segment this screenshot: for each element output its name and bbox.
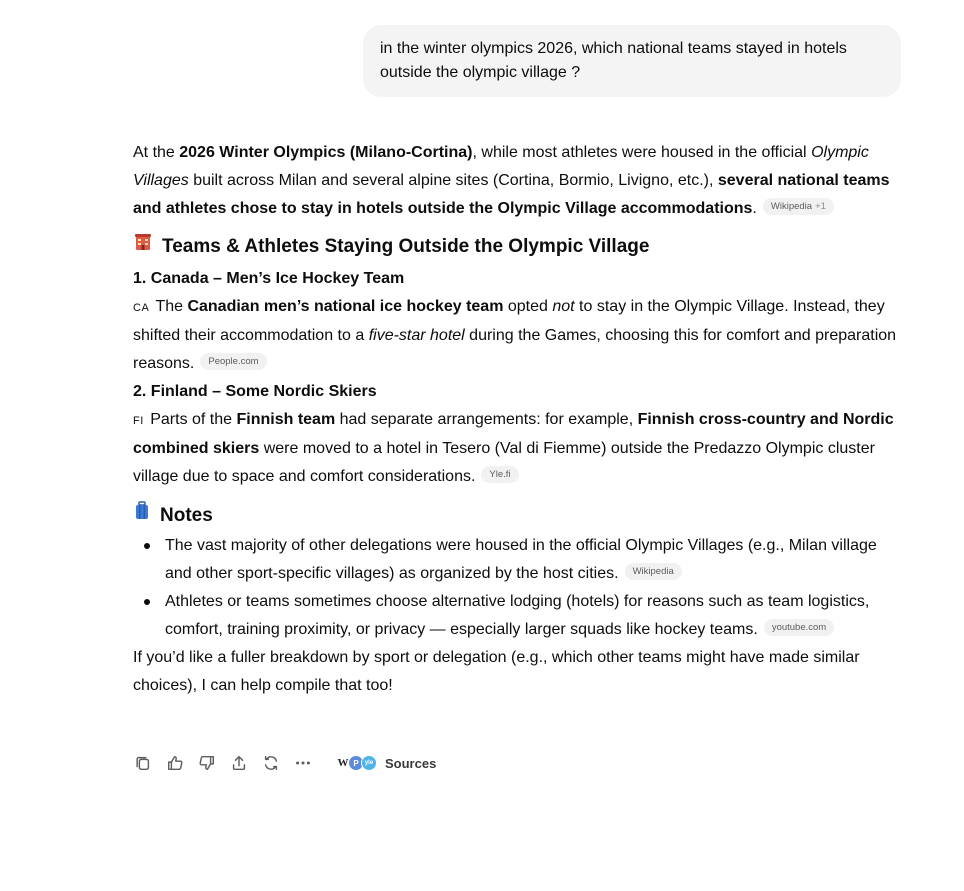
more-icon[interactable] [293,753,313,773]
citation-label: People.com [208,356,259,368]
canada-text: to stay in the Olympic Village. Instead, they shifted their accommodation to a [133,298,885,344]
copy-icon[interactable] [133,753,153,773]
finland-paragraph [133,406,905,491]
citation-chip-wikipedia[interactable] [625,563,682,580]
user-message-text: in the winter olympics 2026, which national teams stayed in hotels outside the olympic village ? [380,40,847,81]
citation-label: Yle.fi [489,469,511,481]
intro-paragraph [133,139,905,223]
finland-text: Parts of the [145,411,237,428]
list-item [165,532,905,588]
canada-italic: not [552,298,575,315]
sources-label: Sources [385,755,437,771]
canada-paragraph [133,293,905,378]
list-item [165,588,905,644]
people-favicon-icon: P [348,755,364,771]
assistant-response [133,139,905,700]
share-icon[interactable] [229,753,249,773]
citation-chip-yle[interactable] [481,466,518,483]
user-message-bubble [363,25,901,97]
intro-text: At the [133,144,180,161]
section-heading-text: Teams & Athletes Staying Outside the Olympic Village [162,235,650,257]
regenerate-icon[interactable] [261,753,281,773]
intro-bold-summary: several national teams and athletes chose to stay in hotels outside the Olympic Village accommodations [133,172,890,217]
canada-text: opted [503,298,553,315]
subheading-finland: 2. Finland – Some Nordic Skiers [133,383,377,400]
citation-chip-wikipedia[interactable] [763,198,834,215]
intro-text: , while most athletes were housed in the official [472,144,812,161]
finland-bold: Finnish cross-country and Nordic combined skiers [133,411,894,457]
citation-chip-people[interactable] [200,353,266,370]
canada-bold: Canadian men’s national ice hockey team [187,298,504,315]
response-action-bar [133,751,436,775]
finland-text: were moved to a hotel in Tesero (Val di Fiemme) outside the Predazzo Olympic cluster village due to space and comfort considerations. [133,440,875,485]
canada-text: The [151,298,188,315]
citation-chip-youtube[interactable] [764,619,834,636]
note-text: Athletes or teams sometimes choose alternative lodging (hotels) for reasons such as team logistics, comfort, training proximity, or privacy — especially larger squads like hockey teams. [165,593,870,638]
yle-favicon-icon: yle [361,755,377,771]
intro-italic: Olympic Villages [133,144,869,189]
citation-label: Wikipedia [632,566,674,578]
followup-paragraph: If you’d like a fuller breakdown by sport or delegation (e.g., which other teams might have made similar choices), I can help compile that too! [133,649,860,694]
thumbs-up-icon[interactable] [165,753,185,773]
canada-text: during the Games, choosing this for comfort and preparation reasons. [133,327,897,372]
finland-bold: Finnish team [236,411,336,428]
hotel-emoji-icon [133,232,153,261]
source-favicons [335,755,377,771]
finland-text: had separate arrangements: for example, [335,411,638,428]
citation-label: youtube.com [771,622,827,634]
subheading-canada: 1. Canada – Men’s Ice Hockey Team [133,270,405,287]
luggage-emoji-icon [133,501,151,530]
notes-list [133,532,905,644]
wikipedia-favicon-icon: W [335,755,351,771]
citation-label: Wikipedia [770,201,813,213]
canada-italic: five-star hotel [368,327,465,344]
thumbs-down-icon[interactable] [197,753,217,773]
section-heading-notes [133,501,905,530]
citation-more-count: +1 [815,201,826,213]
finland-flag-icon: FI [133,415,144,427]
intro-text: built across Milan and several alpine sites (Cortina, Bormio, Livigno, etc.), [188,172,718,189]
canada-flag-icon: CA [133,302,150,314]
section-heading-teams [133,232,905,261]
intro-text: . [752,200,757,217]
intro-bold-event: 2026 Winter Olympics (Milano-Cortina) [179,144,473,161]
sources-button[interactable] [335,755,436,771]
section-heading-text: Notes [160,504,213,526]
note-text: The vast majority of other delegations were housed in the official Olympic Villages (e.g., Milan village and other sport-specific villages) as organized by the host cities. [165,537,877,582]
